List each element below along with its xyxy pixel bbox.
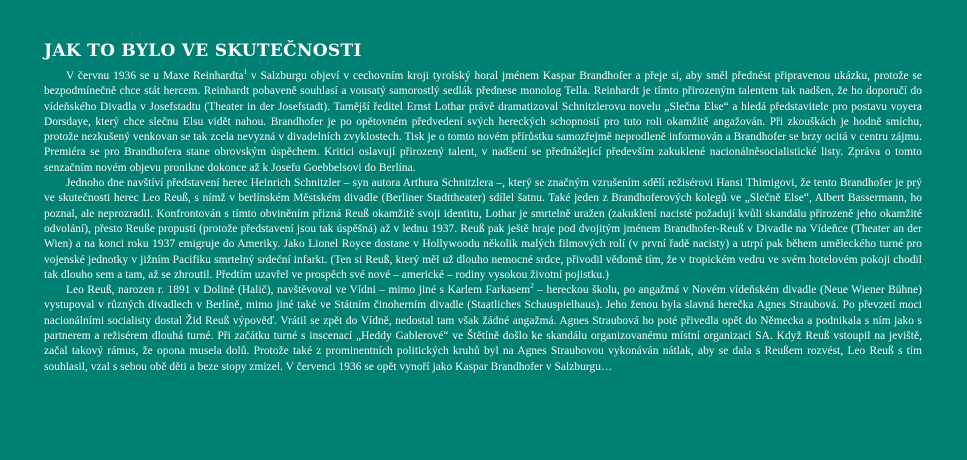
- article-body: [44, 69, 922, 375]
- paragraph-2-text: Jednoho dne navštíví představení herec Heinrich Schnitzler – syn autora Arthura Schnitzlera –, který se značným vzrušením sdělí režisérovi Hansi Thimigovi, že tento Brandhofer je prý ve skutečnosti herec Leo Reuß, s nímž v berlínském Městském divadle (Berliner Stadttheater) sdílel šatnu. Také jeden z Brandhoferových kolegů ve „Slečně Else“, Albert Bassermann, ho poznal, ale neprozradil. Konfrontován s tímto obviněním přizná Reuß okamžitě svoji identitu, Lothar je smrtelně uražen (zakuklení nacisté požadují kvůli skandálu přirozeně jeho okamžité odvolání), přesto Reuße propustí (protože představení jsou tak úspěšná) až v lednu 1937. Reuß pak ještě hraje pod dvojitým jménem Brandhofer-Reuß v Divadle na Vídeňce (Theater an der Wien) a na konci roku 1937 emigruje do Ameriky. Jako Lionel Royce dostane v Hollywoodu několik malých filmových rolí (v první řadě nacisty) a utrpí pak během uměleckého turné pro vojenské jednotky v jižním Pacifiku smrtelný srdeční infarkt. (Ten si Reuß, který měl už dlouho nemocné srdce, přivodil vědomě tím, že v tropickém vedru ve svém hotelovém pokoji chodil tak dlouho sem a tam, až se zhroutil. Předtím uzavřel ve prospěch své nové – americké – rodiny vysokou životní pojistku.): [44, 177, 922, 281]
- paragraph-3-text-end: – hereckou školu, po angažmá v Novém vídeňském divadle (Neue Wiener Bühne) vystupoval v různých divadlech v Berlíně, mimo jiné také ve Státním činoherním divadle (Staatliches Schauspielhaus). Jeho ženou byla slavná herečka Agnes Straubová. Po převzetí moci nacionálními socialisty dostal Žid Reuß výpověď. Vrátil se zpět do Vídně, nedostal tam však žádné angažmá. Agnes Straubová ho poté přivedla opět do Německa a podnikala s ním jako s partnerem a režisérem dlouhá turné. Při začátku turné s inscenací „Heddy Gablerové“ ve Štětíně došlo ke skandálu organizovanému místní organizací SA. Když Reuß vstoupil na jeviště, začal takový rámus, že opona musela dolů. Protože také z prominentních politických kruhů byl na Agnes Straubovou vykonáván nátlak, aby se dala s Reußem rozvést, Leo Reuß s tím souhlasil, vzal s sebou obě děti a beze stopy zmizel. V červenci 1936 se opět vynoří jako Kaspar Brandhofer v Salzburgu…: [44, 284, 922, 373]
- paragraph-1: [44, 69, 922, 176]
- paragraph-3: [44, 283, 922, 375]
- paragraph-2: [44, 176, 922, 283]
- paragraph-1-text-start: V červnu 1936 se u Maxe Reinhardta: [66, 70, 244, 82]
- footnote-marker-1: 1: [243, 68, 247, 77]
- paragraph-1-text-end: v Salzburgu objeví v cechovním kroji tyrolský horal jménem Kaspar Brandhofer a přeje si, aby směl přednést připravenou ukázku, protože se bezpodmínečně chce stát hercem. Reinhardt pobaveně souhlasí a vousatý samorostlý sedlák přednese monolog Tella. Reinhardt je tímto přirozeným talentem tak nadšen, že ho doporučí do vídeňského Divadla v Josefstadtu (Theater in der Josefstadt). Tamější ředitel Ernst Lothar právě dramatizoval Schnitzlerovu novelu „Slečna Else“ a hledá představitele pro postavu voyera Dorsdaye, který chce slečnu Elsu vidět nahou. Brandhofer je po opětovném předvedení svých hereckých schopností pro tuto roli okamžitě angažován. Při zkouškách je hodně smíchu, protože nezkušený venkovan se tak zcela nevyzná v divadelních zvyklostech. Tisk je o tomto novém přírůstku samozřejmě neprodleně informován a Brandhofer se brzy ocitá v centru zájmu. Premiéra se pro Brandhofera stane obrovským úspěchem. Kritici oslavují přirozený talent, v nadšení se přednášející především zakuklené nacionálněsocialistické listy. Zpráva o tomto senzačním novém objevu pronikne dokonce až k Josefu Goebbelsovi do Berlína.: [44, 70, 922, 174]
- paragraph-3-text-start: Leo Reuß, narozen r. 1891 v Dolině (Halič), navštěvoval ve Vídni – mimo jiné s Karlem Farkasem: [66, 284, 531, 297]
- article-heading: JAK TO BYLO VE SKUTEČNOSTI: [44, 41, 362, 61]
- footnote-marker-2: 2: [530, 282, 534, 291]
- article-page: [44, 0, 922, 460]
